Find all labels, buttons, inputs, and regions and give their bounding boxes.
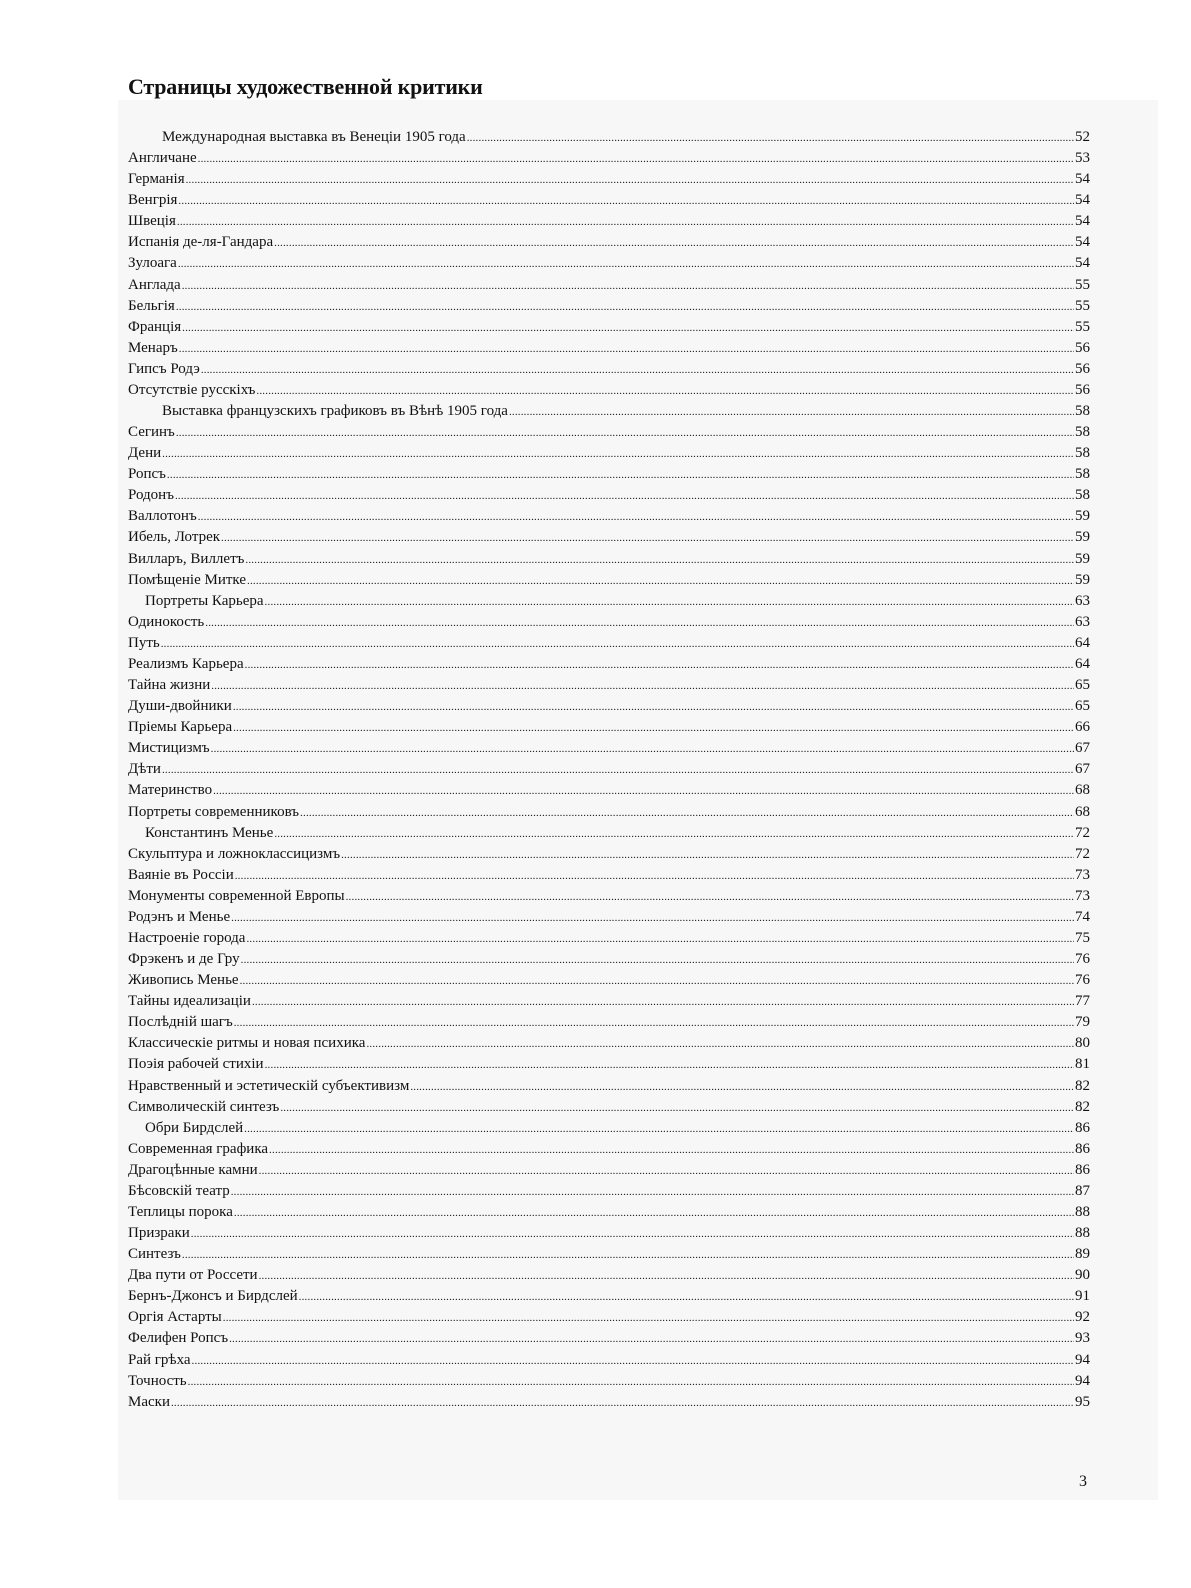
toc-entry: [128, 886, 1090, 907]
toc-entry-page: 58: [1075, 403, 1090, 420]
toc-entry-page: 94: [1075, 1372, 1090, 1389]
toc-entry: [128, 907, 1090, 928]
dot-leader: [176, 423, 1074, 443]
toc-entry: [128, 991, 1090, 1012]
toc-entry-page: 89: [1075, 1246, 1090, 1263]
dot-leader: [280, 1098, 1074, 1118]
dot-leader: [346, 887, 1074, 907]
dot-leader: [467, 128, 1074, 148]
dot-leader: [176, 297, 1074, 317]
dot-leader: [247, 571, 1074, 591]
toc-entry-title: Настроеніе города: [128, 929, 246, 946]
toc-entry-page: 67: [1075, 761, 1090, 778]
dot-leader: [410, 1077, 1074, 1097]
toc-entry: [128, 296, 1090, 317]
table-of-contents: [128, 127, 1090, 1413]
toc-entry-title: Родэнъ и Менье: [128, 908, 231, 925]
toc-entry-page: 92: [1075, 1309, 1090, 1326]
dot-leader: [233, 697, 1074, 717]
dot-leader: [235, 866, 1074, 886]
dot-leader: [177, 212, 1074, 232]
toc-entry-title: Одинокость: [128, 613, 205, 630]
toc-entry: [128, 1350, 1090, 1371]
toc-entry-page: 94: [1075, 1351, 1090, 1368]
toc-entry: [128, 401, 1090, 422]
toc-entry-page: 55: [1075, 318, 1090, 335]
toc-entry-title: Современная графика: [128, 1140, 269, 1157]
toc-entry: [128, 1097, 1090, 1118]
toc-entry-title: Обри Бирдслей: [145, 1119, 244, 1136]
toc-entry-page: 64: [1075, 655, 1090, 672]
toc-entry-title: Путь: [128, 634, 160, 651]
dot-leader: [241, 950, 1074, 970]
toc-entry: [128, 612, 1090, 633]
toc-entry: [128, 549, 1090, 570]
dot-leader: [245, 550, 1074, 570]
dot-leader: [259, 1266, 1074, 1286]
toc-entry: [128, 127, 1090, 148]
toc-entry-title: Поэія рабочей стихіи: [128, 1056, 264, 1073]
dot-leader: [162, 760, 1074, 780]
toc-entry-page: 53: [1075, 150, 1090, 167]
toc-entry: [128, 780, 1090, 801]
toc-entry-page: 76: [1075, 951, 1090, 968]
toc-entry-page: 76: [1075, 972, 1090, 989]
toc-entry: [128, 527, 1090, 548]
dot-leader: [178, 191, 1074, 211]
toc-entry: [128, 148, 1090, 169]
toc-entry-title: Сегинъ: [128, 424, 175, 441]
dot-leader: [191, 1224, 1074, 1244]
dot-leader: [231, 1182, 1074, 1202]
toc-entry-page: 59: [1075, 529, 1090, 546]
toc-entry-page: 58: [1075, 445, 1090, 462]
dot-leader: [178, 254, 1074, 274]
toc-entry-title: Помѣщеніе Митке: [128, 571, 246, 588]
dot-leader: [265, 592, 1074, 612]
toc-entry-title: Тайны идеализаціи: [128, 993, 251, 1010]
toc-entry-title: Гипсъ Родэ: [128, 360, 200, 377]
dot-leader: [211, 739, 1074, 759]
dot-leader: [509, 402, 1074, 422]
toc-entry-page: 72: [1075, 824, 1090, 841]
toc-entry-title: Франція: [128, 318, 182, 335]
dot-leader: [179, 339, 1074, 359]
toc-entry-title: Послѣдній шагъ: [128, 1014, 233, 1031]
toc-entry-page: 58: [1075, 487, 1090, 504]
toc-entry-title: Ваяніе въ Россіи: [128, 866, 234, 883]
toc-entry: [128, 949, 1090, 970]
toc-entry: [128, 802, 1090, 823]
toc-entry-page: 54: [1075, 213, 1090, 230]
dot-leader: [233, 718, 1074, 738]
toc-entry-page: 58: [1075, 466, 1090, 483]
toc-entry-title: Международная выставка въ Венеціи 1905 года: [162, 129, 466, 145]
toc-entry-page: 73: [1075, 866, 1090, 883]
toc-entry: [128, 506, 1090, 527]
toc-entry-page: 63: [1075, 613, 1090, 630]
dot-leader: [198, 149, 1074, 169]
toc-entry: [128, 1265, 1090, 1286]
dot-leader: [161, 634, 1074, 654]
toc-entry: [128, 275, 1090, 296]
toc-entry: [128, 844, 1090, 865]
toc-entry: [128, 1244, 1090, 1265]
toc-entry-page: 86: [1075, 1119, 1090, 1136]
dot-leader: [256, 381, 1074, 401]
toc-entry: [128, 928, 1090, 949]
toc-entry-title: Реализмъ Карьера: [128, 655, 244, 672]
toc-entry-title: Венгрія: [128, 192, 178, 209]
toc-entry: [128, 738, 1090, 759]
toc-entry-page: 86: [1075, 1140, 1090, 1157]
toc-entry-title: Швеція: [128, 213, 176, 230]
toc-entry-title: Бельгія: [128, 297, 175, 314]
toc-entry-title: Бѣсовскій театр: [128, 1182, 230, 1199]
toc-entry-page: 86: [1075, 1161, 1090, 1178]
toc-entry: [128, 1286, 1090, 1307]
toc-entry: [128, 591, 1090, 612]
toc-entry-page: 54: [1075, 255, 1090, 272]
toc-entry-title: Фрэкенъ и де Гру: [128, 951, 240, 968]
toc-entry: [128, 211, 1090, 232]
toc-entry-title: Теплицы порока: [128, 1203, 233, 1220]
toc-entry: [128, 1076, 1090, 1097]
toc-entry-page: 81: [1075, 1056, 1090, 1073]
toc-entry-page: 59: [1075, 571, 1090, 588]
toc-entry-page: 73: [1075, 887, 1090, 904]
toc-entry-page: 72: [1075, 845, 1090, 862]
toc-entry: [128, 1181, 1090, 1202]
toc-entry-page: 54: [1075, 234, 1090, 251]
toc-entry: [128, 1160, 1090, 1181]
toc-entry: [128, 1054, 1090, 1075]
toc-entry-page: 68: [1075, 803, 1090, 820]
dot-leader: [186, 170, 1074, 190]
dot-leader: [240, 971, 1074, 991]
toc-entry-title: Души-двойники: [128, 698, 232, 715]
toc-entry-title: Нравственный и эстетическій субъективизм: [128, 1077, 410, 1094]
dot-leader: [182, 1245, 1074, 1265]
toc-entry-title: Портреты современниковъ: [128, 803, 300, 820]
toc-entry-title: Портреты Карьера: [145, 592, 264, 609]
toc-entry-page: 87: [1075, 1182, 1090, 1199]
toc-entry-page: 68: [1075, 782, 1090, 799]
toc-entry-title: Монументы современной Европы: [128, 887, 345, 904]
dot-leader: [246, 929, 1074, 949]
toc-entry-page: 65: [1075, 698, 1090, 715]
toc-entry-title: Выставка французскихъ графиковъ въ Вѣнѣ 1905 года: [162, 403, 508, 420]
toc-entry: [128, 654, 1090, 675]
dot-leader: [182, 276, 1074, 296]
toc-entry-title: Ропсъ: [128, 466, 166, 483]
toc-entry-title: Живопись Менье: [128, 972, 239, 989]
toc-entry-title: Дѣти: [128, 761, 161, 778]
toc-entry: [128, 570, 1090, 591]
toc-entry-page: 80: [1075, 1035, 1090, 1052]
toc-entry-page: 54: [1075, 171, 1090, 188]
dot-leader: [188, 1372, 1074, 1392]
dot-leader: [244, 1119, 1074, 1139]
toc-entry: [128, 422, 1090, 443]
dot-leader: [231, 908, 1074, 928]
toc-entry: [128, 1307, 1090, 1328]
toc-entry: [128, 1012, 1090, 1033]
toc-entry-page: 88: [1075, 1225, 1090, 1242]
toc-entry-title: Маски: [128, 1393, 170, 1410]
page-title: Страницы художественной критики: [128, 74, 483, 99]
dot-leader: [341, 845, 1074, 865]
toc-entry-page: 65: [1075, 677, 1090, 694]
toc-entry-page: 63: [1075, 592, 1090, 609]
toc-entry-title: Пріемы Карьера: [128, 719, 233, 736]
toc-entry: [128, 970, 1090, 991]
toc-entry: [128, 1328, 1090, 1349]
dot-leader: [213, 781, 1074, 801]
toc-entry-title: Призраки: [128, 1225, 190, 1242]
toc-entry: [128, 380, 1090, 401]
toc-entry: [128, 633, 1090, 654]
toc-entry-page: 88: [1075, 1203, 1090, 1220]
dot-leader: [265, 1055, 1074, 1075]
toc-entry-title: Мистицизмъ: [128, 740, 210, 757]
toc-entry-page: 82: [1075, 1077, 1090, 1094]
dot-leader: [171, 1393, 1074, 1413]
toc-entry: [128, 317, 1090, 338]
toc-entry: [128, 717, 1090, 738]
toc-entry-title: Испанія де-ля-Гандара: [128, 234, 274, 251]
toc-entry-title: Вилларъ, Виллетъ: [128, 550, 245, 567]
toc-entry-page: 93: [1075, 1330, 1090, 1347]
toc-entry-title: Германія: [128, 171, 185, 188]
dot-leader: [252, 992, 1074, 1012]
toc-entry: [128, 338, 1090, 359]
dot-leader: [162, 444, 1074, 464]
toc-entry-page: 58: [1075, 424, 1090, 441]
dot-leader: [245, 655, 1074, 675]
toc-entry-title: Классическіе ритмы и новая психика: [128, 1035, 366, 1052]
toc-entry: [128, 485, 1090, 506]
dot-leader: [234, 1203, 1074, 1223]
toc-entry-title: Родонъ: [128, 487, 174, 504]
toc-entry: [128, 1139, 1090, 1160]
toc-entry-page: 74: [1075, 908, 1090, 925]
toc-entry: [128, 359, 1090, 380]
dot-leader: [182, 318, 1074, 338]
toc-entry-page: 66: [1075, 719, 1090, 736]
toc-entry-title: Зулоага: [128, 255, 177, 272]
dot-leader: [211, 676, 1074, 696]
dot-leader: [366, 1034, 1074, 1054]
toc-entry-title: Дени: [128, 445, 162, 462]
toc-entry-title: Константинъ Менье: [145, 824, 274, 841]
dot-leader: [274, 233, 1074, 253]
toc-entry-title: Валлотонъ: [128, 508, 197, 525]
toc-entry-page: 95: [1075, 1393, 1090, 1410]
toc-entry-title: Драгоцѣнные камни: [128, 1161, 258, 1178]
toc-entry: [128, 759, 1090, 780]
toc-entry-title: Ибель, Лотрек: [128, 529, 221, 546]
toc-entry-title: Скульптура и ложноклассицизмъ: [128, 845, 341, 862]
toc-entry: [128, 443, 1090, 464]
toc-entry-page: 64: [1075, 634, 1090, 651]
toc-entry: [128, 232, 1090, 253]
toc-entry-title: Точность: [128, 1372, 187, 1389]
toc-entry-title: Два пути от Россети: [128, 1267, 258, 1284]
toc-entry-page: 54: [1075, 192, 1090, 209]
toc-entry: [128, 865, 1090, 886]
toc-entry-title: Оргія Астарты: [128, 1309, 222, 1326]
toc-entry-page: 59: [1075, 550, 1090, 567]
toc-entry-page: 82: [1075, 1098, 1090, 1115]
toc-entry-title: Менаръ: [128, 339, 178, 356]
toc-entry-page: 77: [1075, 993, 1090, 1010]
toc-entry: [128, 464, 1090, 485]
toc-entry-page: 52: [1075, 129, 1090, 145]
toc-entry: [128, 190, 1090, 211]
dot-leader: [229, 1329, 1074, 1349]
toc-entry: [128, 253, 1090, 274]
dot-leader: [300, 803, 1074, 823]
toc-entry: [128, 1033, 1090, 1054]
toc-entry: [128, 1371, 1090, 1392]
dot-leader: [175, 486, 1074, 506]
toc-entry-page: 56: [1075, 339, 1090, 356]
dot-leader: [221, 528, 1074, 548]
toc-entry: [128, 1202, 1090, 1223]
dot-leader: [274, 824, 1074, 844]
toc-entry-page: 79: [1075, 1014, 1090, 1031]
toc-entry-page: 55: [1075, 297, 1090, 314]
toc-entry-title: Синтезъ: [128, 1246, 181, 1263]
dot-leader: [192, 1351, 1074, 1371]
dot-leader: [205, 613, 1074, 633]
toc-entry: [128, 169, 1090, 190]
toc-entry-page: 56: [1075, 381, 1090, 398]
toc-entry: [128, 696, 1090, 717]
toc-entry: [128, 823, 1090, 844]
dot-leader: [223, 1308, 1074, 1328]
dot-leader: [299, 1287, 1074, 1307]
dot-leader: [259, 1161, 1074, 1181]
toc-entry-page: 91: [1075, 1288, 1090, 1305]
toc-entry-title: Тайна жизни: [128, 677, 211, 694]
dot-leader: [198, 507, 1074, 527]
toc-entry: [128, 675, 1090, 696]
toc-entry-title: Отсутствіе русскіхъ: [128, 381, 256, 398]
toc-entry-title: Фелифен Ропсъ: [128, 1330, 229, 1347]
dot-leader: [167, 465, 1074, 485]
toc-entry-page: 90: [1075, 1267, 1090, 1284]
toc-entry-page: 59: [1075, 508, 1090, 525]
toc-entry-title: Англичане: [128, 150, 197, 167]
toc-entry-title: Материнство: [128, 782, 213, 799]
dot-leader: [201, 360, 1074, 380]
page-number: 3: [1079, 1473, 1087, 1490]
toc-entry-title: Бернъ-Джонсъ и Бирдслей: [128, 1288, 298, 1305]
toc-entry: [128, 1392, 1090, 1413]
toc-entry-title: Англада: [128, 276, 181, 293]
toc-entry-title: Рай грѣха: [128, 1351, 191, 1368]
toc-entry: [128, 1118, 1090, 1139]
toc-entry-page: 56: [1075, 360, 1090, 377]
toc-entry-page: 75: [1075, 929, 1090, 946]
toc-entry-page: 67: [1075, 740, 1090, 757]
dot-leader: [269, 1140, 1074, 1160]
dot-leader: [234, 1013, 1074, 1033]
toc-entry: [128, 1223, 1090, 1244]
toc-entry-title: Символическій синтезъ: [128, 1098, 280, 1115]
toc-entry-page: 55: [1075, 276, 1090, 293]
